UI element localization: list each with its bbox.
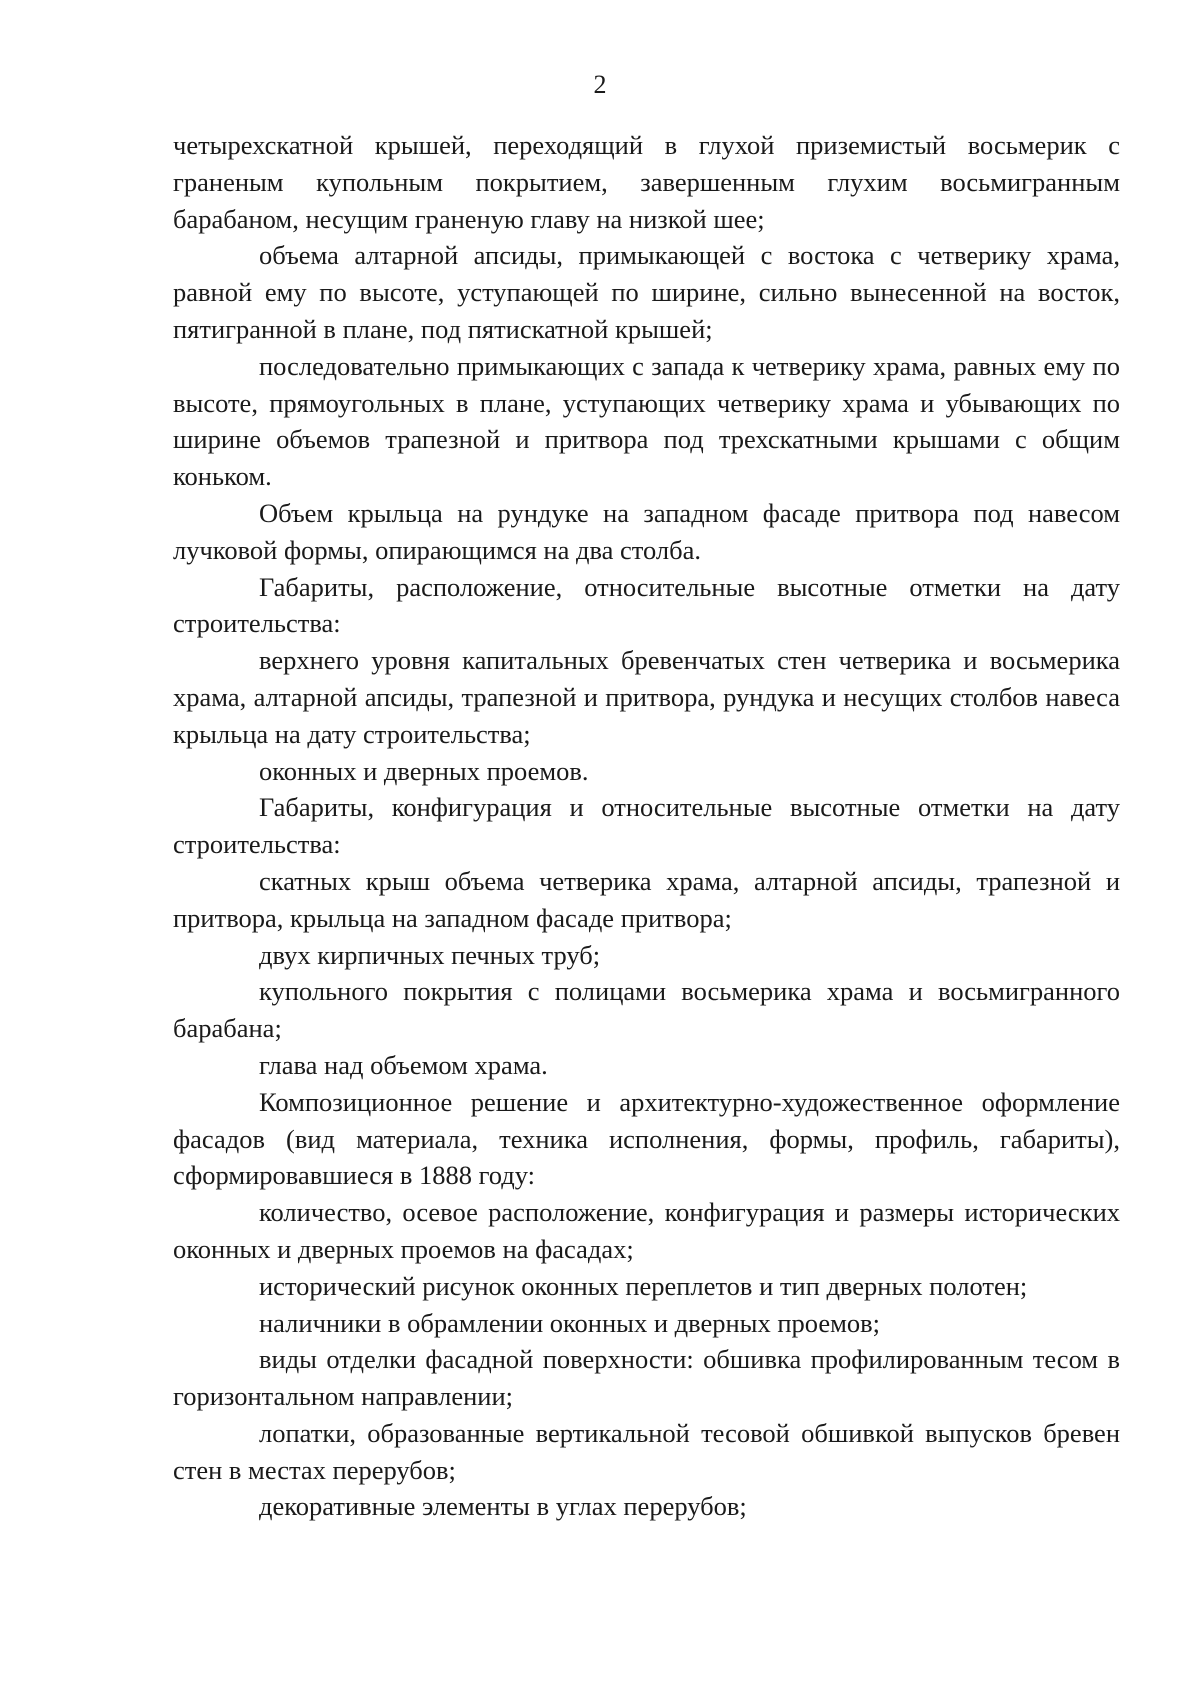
- paragraph-dimensions-heading-2: Габариты, конфигурация и относительные высотные отметки на дату строительства:: [173, 792, 1120, 860]
- paragraph-architraves: наличники в обрамлении оконных и дверных проемов;: [259, 1307, 881, 1338]
- paragraph-dome-covering: купольного покрытия с полицами восьмерика храма и восьмигранного барабана;: [173, 976, 1120, 1044]
- paragraph-dimensions-heading-1: Габариты, расположение, относительные высотные отметки на дату строительства:: [173, 571, 1120, 639]
- page-number: 2: [593, 70, 607, 99]
- paragraph-facade-composition: Композиционное решение и архитектурно-художественное оформление фасадов (вид материала, техника исполнения, формы, профиль, габариты), сформировавшиеся в 1888 году:: [173, 1086, 1120, 1191]
- paragraph-roof-octagon: четырехскатной крышей, переходящий в глухой приземистый восьмерик с граненым купольным покрытием, завершенным глухим восьмигранным барабаном, несущим граненую главу на низкой шее;: [173, 130, 1120, 234]
- paragraph-chimneys: двух кирпичных печных труб;: [259, 939, 601, 970]
- paragraph-openings-count: количество, осевое расположение, конфигурация и размеры исторических оконных и дверных проемов на фасадах;: [173, 1197, 1120, 1264]
- paragraph-window-pattern: исторический рисунок оконных переплетов и тип дверных полотен;: [259, 1270, 1028, 1301]
- paragraph-porch-volume: Объем крыльца на рундуке на западном фасаде притвора под навесом лучковой формы, опирающимся на два столба.: [173, 497, 1120, 565]
- paragraph-facade-finish: виды отделки фасадной поверхности: обшивка профилированным тесом в горизонтальном направлении;: [173, 1344, 1120, 1412]
- paragraph-pitched-roofs: скатных крыш объема четверика храма, алтарной апсиды, трапезной и притвора, крыльца на западном фасаде притвора;: [173, 865, 1120, 933]
- paragraph-pilasters: лопатки, образованные вертикальной тесовой обшивкой выпусков бревен стен в местах перерубов;: [173, 1417, 1120, 1485]
- paragraph-log-walls: верхнего уровня капитальных бревенчатых стен четверика и восьмерика храма, алтарной апсиды, трапезной и притвора, рундука и несущих столбов навеса крыльца на дату строительства;: [173, 645, 1120, 749]
- paragraph-decorative-elements: декоративные элементы в углах перерубов;: [259, 1491, 747, 1522]
- paragraph-cupola: глава над объемом храма.: [259, 1049, 548, 1080]
- document-body: [173, 127, 1120, 1525]
- paragraph-apse-volume: объема алтарной апсиды, примыкающей с востока с четверику храма, равной ему по высоте, уступающей по ширине, сильно вынесенной на восток, пятигранной в плане, под пятискатной крышей;: [173, 240, 1120, 344]
- paragraph-openings: оконных и дверных проемов.: [259, 755, 589, 786]
- paragraph-refectory-narthex: последовательно примыкающих с запада к четверику храма, равных ему по высоте, прямоугольных в плане, уступающих четверику храма и убывающих по ширине объемов трапезной и притвора под трехскатными крышами с общим коньком.: [173, 350, 1120, 492]
